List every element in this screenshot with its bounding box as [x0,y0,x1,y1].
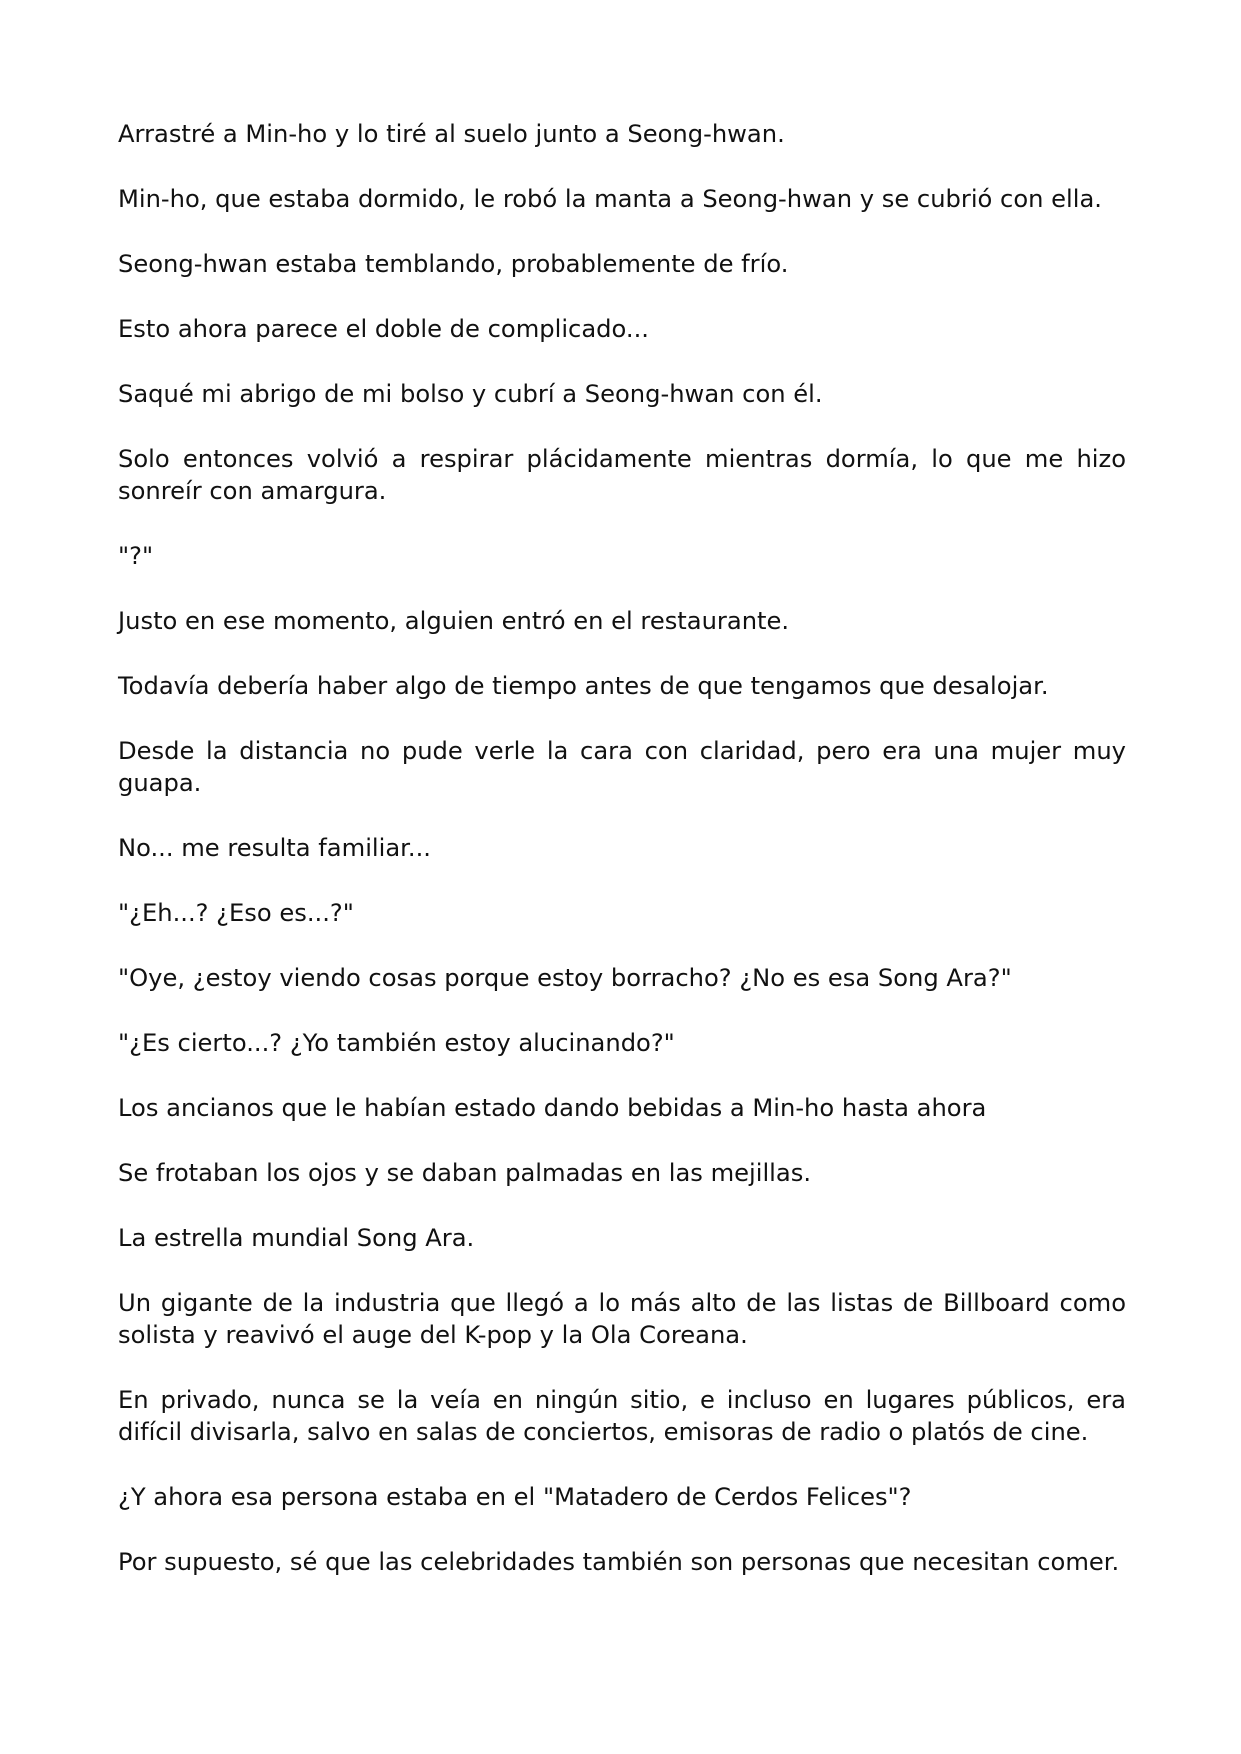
paragraph: Seong-hwan estaba temblando, probablemente de frío. [118,250,789,278]
paragraph: Todavía debería haber algo de tiempo antes de que tengamos que desalojar. [118,672,1049,700]
paragraph: Un gigante de la industria que llegó a lo más alto de las listas de Billboard como solista y reavivó el auge del K-pop y la Ola Coreana. [118,1289,1126,1349]
paragraph: La estrella mundial Song Ara. [118,1224,475,1252]
paragraph: Saqué mi abrigo de mi bolso y cubrí a Seong-hwan con él. [118,380,823,408]
paragraph: Arrastré a Min-ho y lo tiré al suelo junto a Seong-hwan. [118,120,785,148]
paragraph: Se frotaban los ojos y se daban palmadas en las mejillas. [118,1159,812,1187]
paragraph: No... me resulta familiar... [118,834,431,862]
paragraph: Justo en ese momento, alguien entró en el restaurante. [118,607,790,635]
paragraph: Desde la distancia no pude verle la cara con claridad, pero era una mujer muy guapa. [118,737,1126,797]
paragraph: Solo entonces volvió a respirar plácidamente mientras dormía, lo que me hizo sonreír con amargura. [118,445,1126,505]
paragraph: Min-ho, que estaba dormido, le robó la manta a Seong-hwan y se cubrió con ella. [118,185,1102,213]
paragraph: "¿Eh...? ¿Eso es...?" [118,899,354,927]
paragraph: Esto ahora parece el doble de complicado... [118,315,649,343]
paragraph: Los ancianos que le habían estado dando bebidas a Min-ho hasta ahora [118,1094,987,1122]
document-body [118,118,1126,1578]
paragraph: "?" [118,542,154,570]
paragraph: En privado, nunca se la veía en ningún sitio, e incluso en lugares públicos, era difícil divisarla, salvo en salas de conciertos, emisoras de radio o platós de cine. [118,1386,1126,1446]
paragraph: "¿Es cierto...? ¿Yo también estoy alucinando?" [118,1029,675,1057]
paragraph: Por supuesto, sé que las celebridades también son personas que necesitan comer. [118,1548,1120,1576]
paragraph: ¿Y ahora esa persona estaba en el "Matadero de Cerdos Felices"? [118,1483,912,1511]
paragraph: "Oye, ¿estoy viendo cosas porque estoy borracho? ¿No es esa Song Ara?" [118,964,1012,992]
